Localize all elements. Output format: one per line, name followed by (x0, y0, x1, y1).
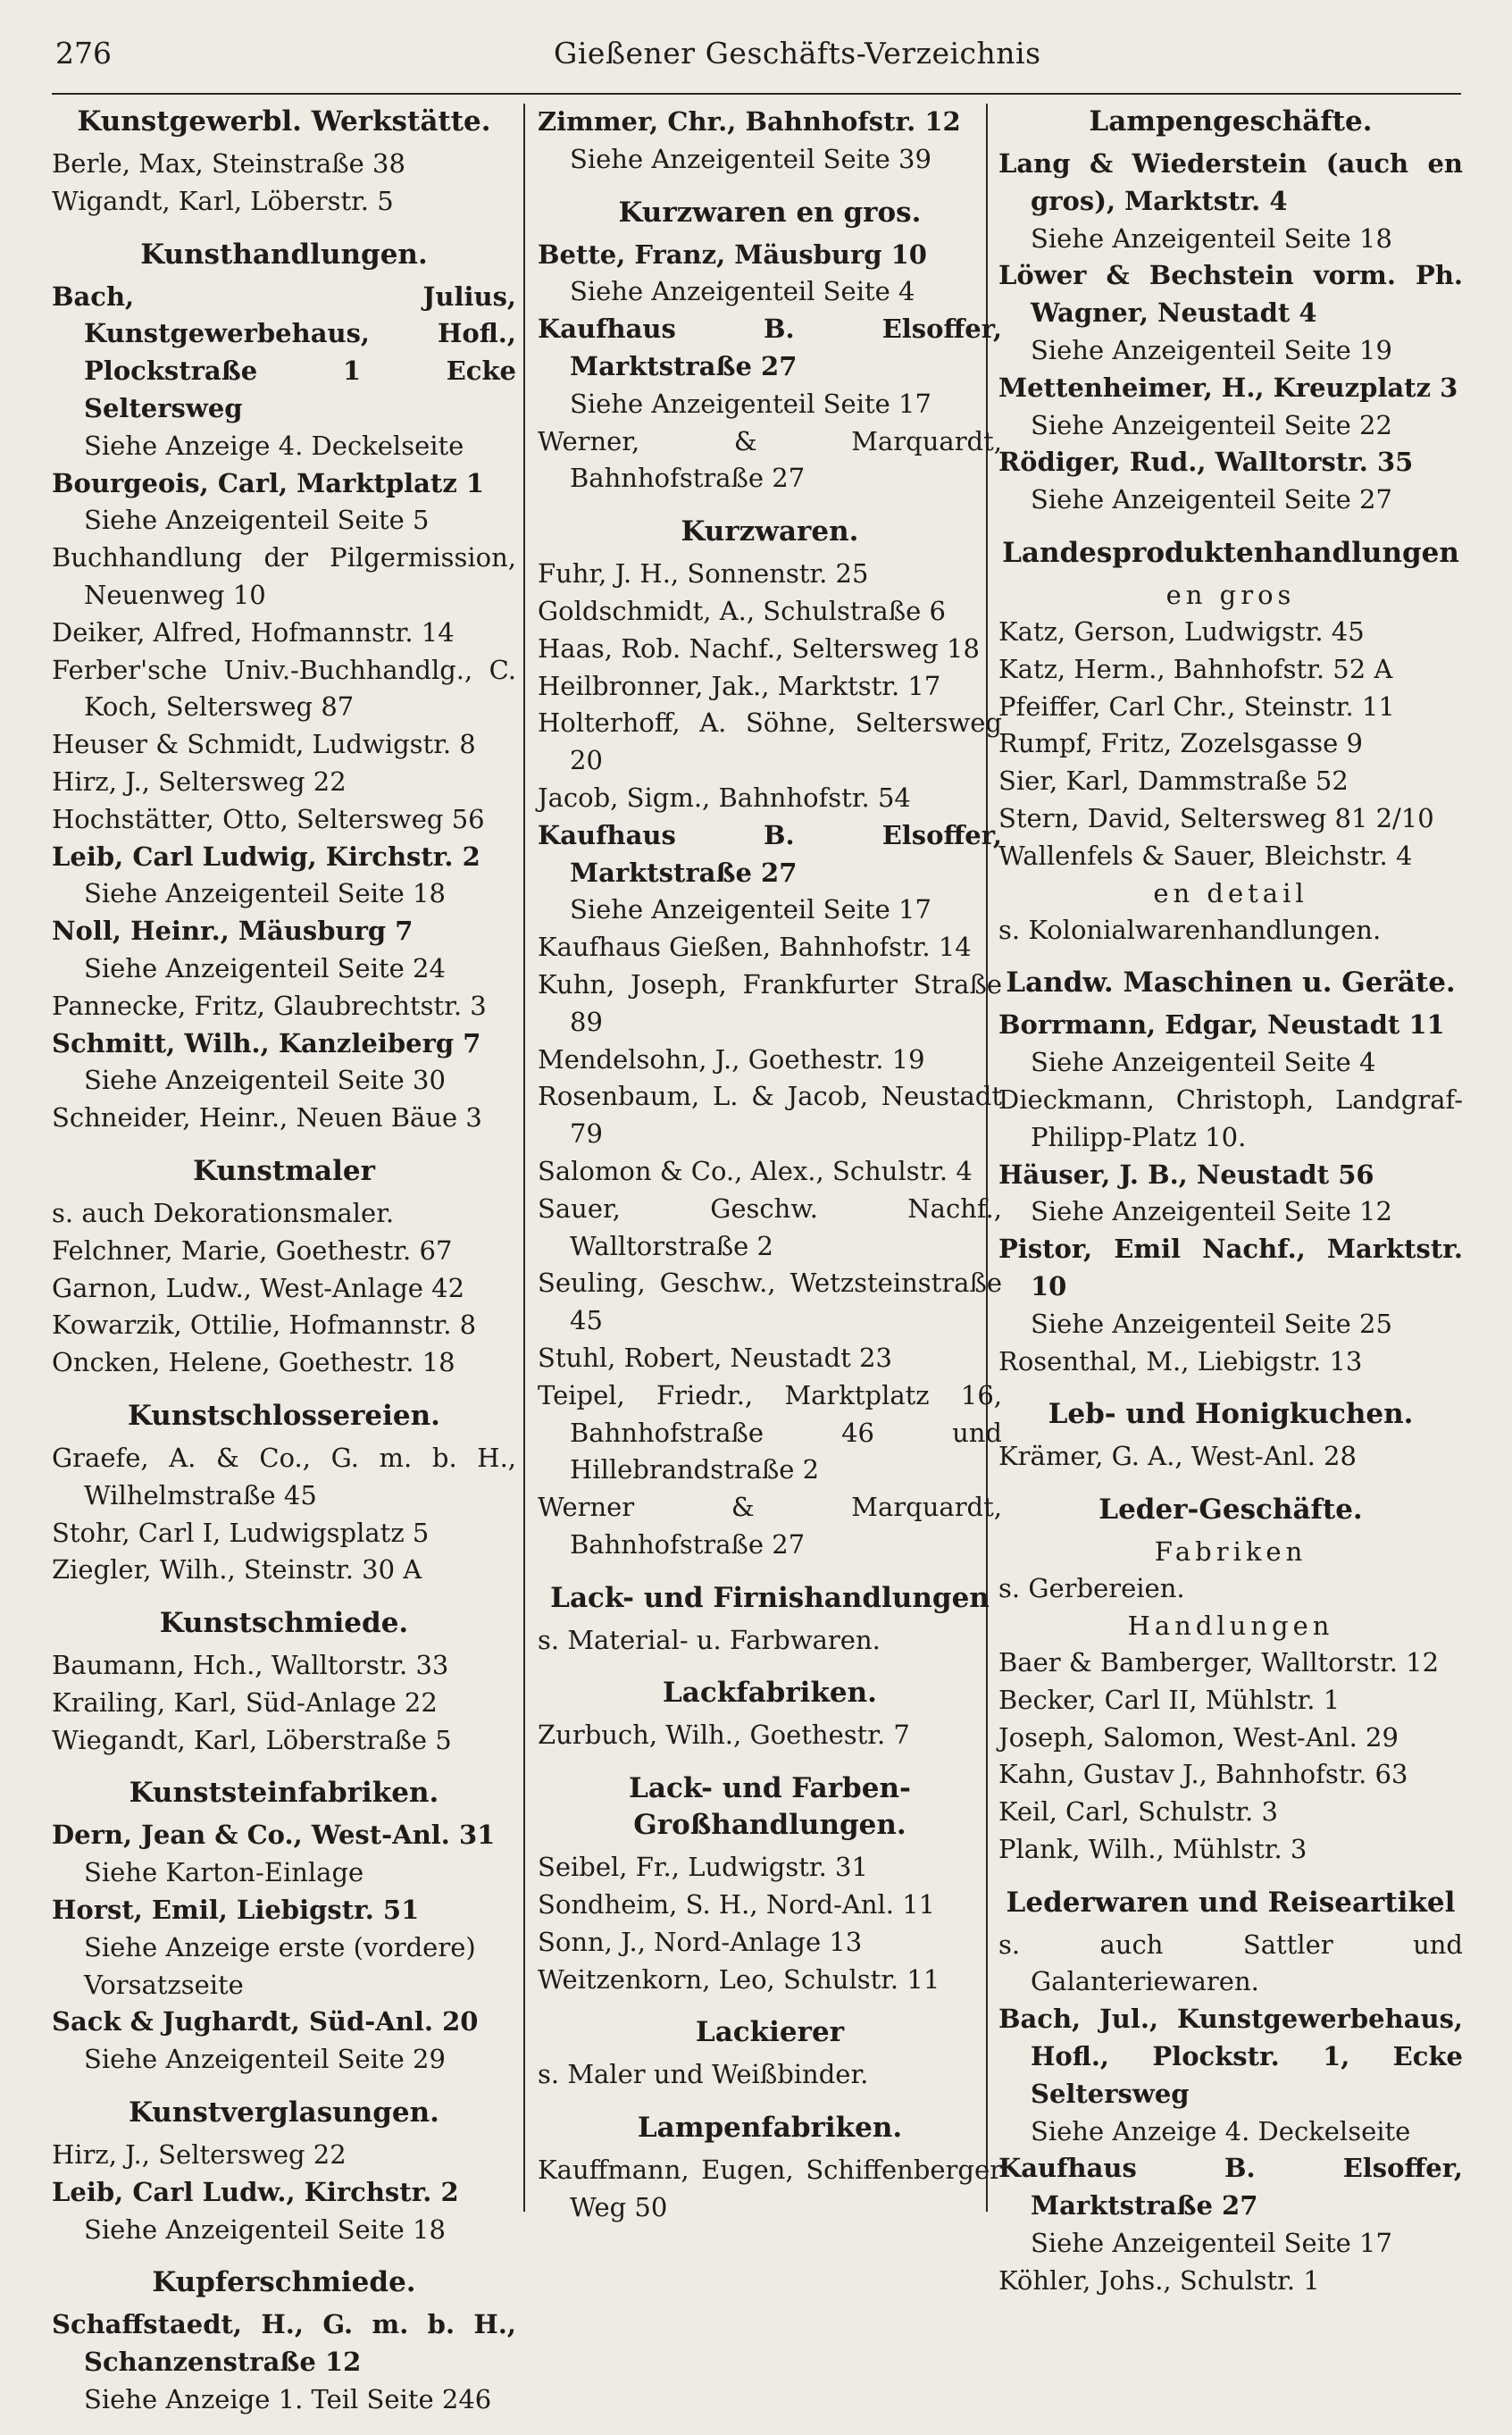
section-heading: Lack- und Firnishandlungen (550, 1581, 990, 1614)
section-heading: Kupferschmiede. (152, 2266, 416, 2299)
ad-reference: Siehe Anzeigenteil Seite 4 (1031, 1047, 1376, 1078)
directory-entry: Lang & Wiederstein (auch en gros), Marktstr. 4 (998, 148, 1463, 216)
ad-reference: Siehe Anzeige 4. Deckelseite (84, 430, 464, 461)
directory-entry: Kauffmann, Eugen, Schiffenberger Weg 50 (538, 2155, 1002, 2223)
directory-entry: Ziegler, Wilh., Steinstr. 30 A (52, 1554, 422, 1586)
directory-entry: Heuser & Schmidt, Ludwigstr. 8 (52, 729, 476, 760)
directory-entry: Noll, Heinr., Mäusburg 7 (52, 916, 414, 947)
directory-entry: Häuser, J. B., Neustadt 56 (998, 1159, 1374, 1190)
directory-entry: Stohr, Carl I, Ludwigsplatz 5 (52, 1517, 430, 1548)
directory-entry: Löwer & Bechstein vorm. Ph. Wagner, Neustadt 4 (998, 260, 1463, 329)
directory-entry: Krämer, G. A., West-Anl. 28 (998, 1441, 1357, 1472)
directory-entry: Baer & Bamberger, Walltorstr. 12 (998, 1646, 1440, 1678)
section-heading: Kurzwaren. (681, 515, 859, 548)
directory-entry: Goldschmidt, A., Schulstraße 6 (538, 595, 946, 626)
directory-entry: Dern, Jean & Co., West-Anl. 31 (52, 1820, 496, 1851)
section-heading: Lampenfabriken. (637, 2112, 903, 2145)
directory-entry: Pannecke, Fritz, Glaubrechtstr. 3 (52, 990, 487, 1021)
directory-entry: Zimmer, Chr., Bahnhofstr. 12 (538, 106, 961, 137)
directory-entry: Kaufhaus B. Elsoffer, Marktstraße 27 (538, 314, 1002, 381)
column-divider (523, 104, 525, 2212)
ad-reference: Siehe Anzeigenteil Seite 25 (1031, 1308, 1392, 1339)
section-heading: Kunstverglasungen. (129, 2096, 439, 2130)
header-rule (52, 93, 1461, 95)
directory-entry: Pistor, Emil Nachf., Marktstr. 10 (998, 1234, 1463, 1301)
section-heading: Leb- und Honigkuchen. (1048, 1398, 1414, 1431)
directory-entry: Schmitt, Wilh., Kanzleiberg 7 (52, 1027, 481, 1059)
directory-entry: Köhler, Johs., Schulstr. 1 (998, 2264, 1320, 2296)
section-heading: Kunstschmiede. (159, 1607, 409, 1640)
directory-entry: Hirz, J., Seltersweg 22 (52, 2139, 347, 2171)
directory-entry: Horst, Emil, Liebigstr. 51 (52, 1895, 420, 1926)
directory-entry: Mettenheimer, H., Kreuzplatz 3 (998, 372, 1458, 403)
directory-entry: Stuhl, Robert, Neustadt 23 (538, 1342, 892, 1373)
directory-entry: Kaufhaus Gießen, Bahnhofstr. 14 (538, 932, 972, 963)
directory-entry: Haas, Rob. Nachf., Seltersweg 18 (538, 632, 980, 664)
directory-entry: Stern, David, Seltersweg 81 2/10 (998, 802, 1434, 833)
ad-reference: Siehe Anzeigenteil Seite 17 (570, 388, 931, 419)
directory-entry: Bach, Jul., Kunstgewerbehaus, Hofl., Plockstr. 1, Ecke Seltersweg (998, 2004, 1463, 2109)
section-heading: Landw. Maschinen u. Geräte. (1006, 966, 1456, 1000)
directory-entry: Keil, Carl, Schulstr. 3 (998, 1796, 1278, 1828)
directory-entry: Becker, Carl II, Mühlstr. 1 (998, 1684, 1341, 1715)
subheading: en gros (1165, 579, 1296, 610)
directory-entry: s. Material- u. Farbwaren. (538, 1624, 881, 1655)
ad-reference: Siehe Anzeigenteil Seite 18 (84, 878, 446, 909)
directory-entry: Baumann, Hch., Walltorstr. 33 (52, 1650, 449, 1681)
directory-section (998, 1885, 1463, 2300)
directory-entry: Kowarzik, Ottilie, Hofmannstr. 8 (52, 1310, 477, 1341)
ad-reference: Siehe Anzeigenteil Seite 17 (570, 894, 931, 925)
section-heading: Kunstgewerbl. Werkstätte. (77, 105, 491, 138)
directory-entry: Kaufhaus B. Elsoffer, Marktstraße 27 (998, 2153, 1463, 2222)
directory-section (538, 514, 1002, 1564)
directory-entry: Graefe, A. & Co., G. m. b. H., Wilhelmstraße 45 (52, 1442, 516, 1510)
section-heading: Kunsthandlungen. (140, 238, 428, 271)
directory-entry: Joseph, Salomon, West-Anl. 29 (998, 1721, 1399, 1753)
ad-reference: Siehe Anzeigenteil Seite 27 (1031, 484, 1392, 515)
section-heading: Lackierer (695, 2016, 845, 2049)
directory-entry: Deiker, Alfred, Hofmannstr. 14 (52, 616, 455, 648)
directory-entry: Sier, Karl, Dammstraße 52 (998, 766, 1349, 797)
directory-entry: Bach, Julius, Kunstgewerbehaus, Hofl., Plockstraße 1 Ecke Seltersweg (52, 280, 516, 423)
directory-section (52, 1775, 516, 2079)
directory-entry: Krailing, Karl, Süd-Anlage 22 (52, 1686, 438, 1718)
directory-entry: Heilbronner, Jak., Marktstr. 17 (538, 670, 941, 701)
directory-entry: Seuling, Geschw., Wetzsteinstraße 45 (538, 1268, 1002, 1336)
directory-entry: Zurbuch, Wilh., Goethestr. 7 (538, 1720, 910, 1751)
directory-entry: Rosenbaum, L. & Jacob, Neustadt 79 (538, 1081, 1002, 1150)
directory-entry: Rödiger, Rud., Walltorstr. 35 (998, 447, 1414, 478)
directory-entry: Seibel, Fr., Ludwigstr. 31 (538, 1852, 868, 1883)
directory-entry: Wigandt, Karl, Löberstr. 5 (52, 185, 394, 216)
directory-entry: Dieckmann, Christoph, Landgraf-Philipp-Platz 10. (998, 1084, 1463, 1152)
directory-section (538, 104, 1002, 179)
directory-section (538, 1580, 1002, 1660)
directory-entry: Garnon, Ludw., West-Anlage 42 (52, 1272, 465, 1303)
subheading: en detail (1153, 877, 1308, 908)
directory-section (538, 195, 1002, 498)
directory-entry: s. Maler und Weißbinder. (538, 2059, 869, 2090)
directory-section (52, 2095, 516, 2248)
ad-reference: Siehe Anzeige erste (vordere) Vorsatzseite (84, 1931, 476, 2000)
directory-section (998, 1396, 1463, 1476)
section-heading: Kunstmaler (193, 1154, 375, 1187)
directory-entry: Werner, & Marquardt, Bahnhofstraße 27 (538, 425, 1002, 494)
directory-section (998, 965, 1463, 1380)
section-heading: Kunstschlossereien. (128, 1399, 440, 1432)
directory-section (52, 1398, 516, 1589)
ad-reference: Siehe Anzeigenteil Seite 4 (570, 276, 915, 307)
page-title: Gießener Geschäfts-Verzeichnis (554, 36, 1041, 71)
directory-entry: Sauer, Geschw. Nachf., Walltorstraße 2 (538, 1192, 1002, 1261)
section-heading: Lederwaren und Reiseartikel (1006, 1886, 1456, 1919)
directory-entry: Salomon & Co., Alex., Schulstr. 4 (538, 1155, 973, 1186)
directory-entry: Kaufhaus B. Elsoffer, Marktstraße 27 (538, 819, 1002, 888)
section-heading: Lackfabriken. (663, 1677, 877, 1710)
directory-entry: Oncken, Helene, Goethestr. 18 (52, 1347, 455, 1378)
directory-entry: Bette, Franz, Mäusburg 10 (538, 238, 927, 270)
directory-entry: Mendelsohn, J., Goethestr. 19 (538, 1043, 925, 1075)
directory-entry: Borrmann, Edgar, Neustadt 11 (998, 1009, 1445, 1041)
directory-entry: s. Kolonialwarenhandlungen. (998, 914, 1382, 945)
directory-section (52, 237, 516, 1137)
section-heading: Lack- und Farben-Großhandlungen. (629, 1772, 911, 1842)
section-heading: Kurzwaren en gros. (618, 196, 922, 229)
directory-section (998, 104, 1463, 519)
directory-entry: Schaffstaedt, H., G. m. b. H., Schanzenstraße 12 (52, 2309, 516, 2378)
directory-entry: Bourgeois, Carl, Marktplatz 1 (52, 467, 485, 498)
directory-entry: Pfeiffer, Carl Chr., Steinstr. 11 (998, 690, 1395, 722)
directory-section (538, 2110, 1002, 2227)
directory-entry: s. Gerbereien. (998, 1573, 1185, 1604)
directory-section (52, 2264, 516, 2418)
directory-entry: Werner & Marquardt, Bahnhofstraße 27 (538, 1492, 1002, 1560)
ad-reference: Siehe Anzeige 4. Deckelseite (1031, 2115, 1411, 2146)
directory-section (52, 1605, 516, 1759)
directory-entry: Wallenfels & Sauer, Bleichstr. 4 (998, 840, 1413, 871)
directory-entry: Kuhn, Joseph, Frankfurter Straße 89 (538, 968, 1002, 1037)
directory-entry: Schneider, Heinr., Neuen Bäue 3 (52, 1102, 482, 1134)
directory-entry: Katz, Herm., Bahnhofstr. 52 A (998, 653, 1393, 684)
directory-entry: Sondheim, S. H., Nord-Anl. 11 (538, 1889, 936, 1920)
directory-entry: s. auch Dekorationsmaler. (52, 1197, 395, 1228)
directory-entry: Plank, Wilh., Mühlstr. 3 (998, 1833, 1307, 1864)
ad-reference: Siehe Anzeigenteil Seite 18 (84, 2213, 446, 2245)
subheading: Fabriken (1154, 1536, 1307, 1568)
directory-entry: Katz, Gerson, Ludwigstr. 45 (998, 615, 1365, 647)
directory-entry: Berle, Max, Steinstraße 38 (52, 148, 405, 179)
directory-section (538, 1675, 1002, 1754)
ad-reference: Siehe Anzeigenteil Seite 29 (84, 2044, 446, 2075)
column-1 (52, 104, 516, 2435)
section-heading: Lampengeschäfte. (1089, 105, 1373, 138)
directory-entry: Sonn, J., Nord-Anlage 13 (538, 1926, 863, 1957)
ad-reference: Siehe Anzeigenteil Seite 19 (1031, 334, 1392, 365)
directory-entry: Hirz, J., Seltersweg 22 (52, 766, 347, 797)
directory-entry: Teipel, Friedr., Marktplatz 16, Bahnhofstraße 46 und Hillebrandstraße 2 (538, 1379, 1002, 1485)
directory-section (998, 1492, 1463, 1869)
directory-entry: Kahn, Gustav J., Bahnhofstr. 63 (998, 1759, 1408, 1790)
directory-entry: Weitzenkorn, Leo, Schulstr. 11 (538, 1963, 940, 1995)
directory-section (538, 1770, 1002, 1998)
ad-reference: Siehe Anzeigenteil Seite 24 (84, 952, 446, 983)
directory-entry: Hochstätter, Otto, Seltersweg 56 (52, 803, 485, 834)
directory-section (52, 1153, 516, 1382)
ad-reference: Siehe Anzeigenteil Seite 17 (1031, 2228, 1392, 2259)
ad-reference: Siehe Anzeige 1. Teil Seite 246 (84, 2384, 492, 2415)
directory-entry: Fuhr, J. H., Sonnenstr. 25 (538, 558, 869, 590)
ad-reference: Siehe Anzeigenteil Seite 22 (1031, 409, 1392, 440)
directory-entry: Rumpf, Fritz, Zozelsgasse 9 (998, 728, 1363, 759)
directory-entry: Holterhoff, A. Söhne, Seltersweg 20 (538, 707, 1002, 776)
column-3 (998, 104, 1463, 2316)
directory-entry: Buchhandlung der Pilgermission, Neuenweg 10 (52, 542, 516, 610)
section-heading: Leder-Geschäfte. (1098, 1494, 1363, 1527)
ad-reference: Siehe Anzeigenteil Seite 18 (1031, 222, 1392, 254)
section-heading: Kunststeinfabriken. (129, 1777, 439, 1810)
directory-entry: Leib, Carl Ludw., Kirchstr. 2 (52, 2176, 459, 2207)
ad-reference: Siehe Anzeigenteil Seite 39 (570, 143, 931, 174)
directory-entry: Wiegandt, Karl, Löberstraße 5 (52, 1724, 452, 1755)
directory-section (998, 535, 1463, 949)
section-heading: Landesproduktenhandlungen (1002, 536, 1459, 569)
ad-reference: Siehe Anzeigenteil Seite 12 (1031, 1196, 1392, 1227)
ad-reference: Siehe Karton-Einlage (84, 1857, 364, 1888)
directory-entry: Rosenthal, M., Liebigstr. 13 (998, 1345, 1363, 1376)
directory-entry: Felchner, Marie, Goethestr. 67 (52, 1234, 453, 1266)
directory-entry: Ferber'sche Univ.-Buchhandlg., C. Koch, Seltersweg 87 (52, 654, 516, 723)
column-2 (538, 104, 1002, 2243)
directory-entry: Sack & Jughardt, Süd-Anl. 20 (52, 2006, 479, 2038)
directory-section (52, 104, 516, 221)
directory-entry: Leib, Carl Ludwig, Kirchstr. 2 (52, 841, 480, 872)
directory-entry: s. auch Sattler und Galanteriewaren. (998, 1929, 1463, 1997)
directory-entry: Jacob, Sigm., Bahnhofstr. 54 (538, 782, 911, 813)
ad-reference: Siehe Anzeigenteil Seite 5 (84, 505, 430, 536)
subheading: Handlungen (1127, 1610, 1334, 1641)
page-number: 276 (55, 36, 112, 71)
ad-reference: Siehe Anzeigenteil Seite 30 (84, 1065, 446, 1096)
directory-section (538, 2014, 1002, 2094)
